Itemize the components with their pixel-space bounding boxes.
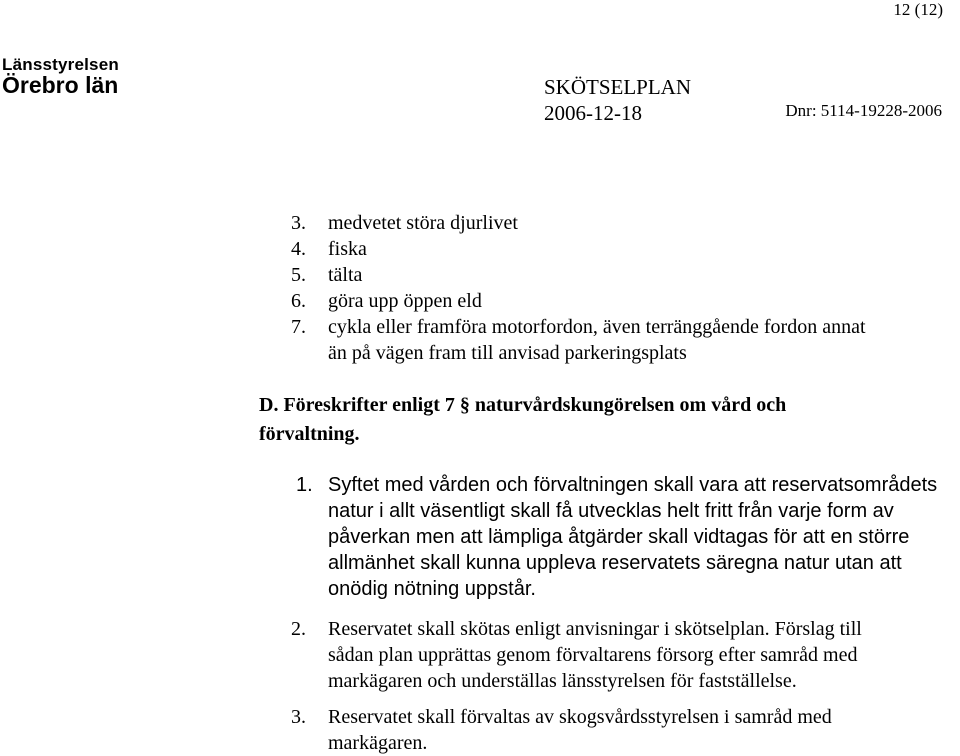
list-a-item-7-line-1: cykla eller framföra motorfordon, även terränggående fordon annat <box>328 316 866 338</box>
list-b-item-1-line-2: natur i allt väsentligt skall få utvecklas helt fritt från varje form av <box>328 500 894 522</box>
document-title: SKÖTSELPLAN <box>544 75 692 99</box>
page-number: 12 (12) <box>893 0 943 19</box>
list-a-item-4: fiska <box>328 238 367 260</box>
list-a-number-6: 6. <box>291 290 306 312</box>
list-a-number-7: 7. <box>291 316 306 338</box>
list-b-number-2: 2. <box>291 618 306 640</box>
list-a-number-4: 4. <box>291 238 306 260</box>
logo-line-1: Länsstyrelsen <box>2 55 119 74</box>
list-b-item-3-line-2: markägaren. <box>328 732 428 754</box>
list-a-item-6: göra upp öppen eld <box>328 290 482 312</box>
list-b-item-2-line-2: sådan plan upprättas genom förvaltarens försorg efter samråd med <box>328 644 858 666</box>
agency-logo <box>2 56 119 97</box>
list-b-item-3-line-1: Reservatet skall förvaltas av skogsvårdsstyrelsen i samråd med <box>328 706 832 728</box>
list-b-item-2-line-1: Reservatet skall skötas enligt anvisningar i skötselplan. Förslag till <box>328 618 862 640</box>
list-b-item-1-line-3: påverkan men att lämpliga åtgärder skall vidtagas för att en större <box>328 526 910 548</box>
list-a-item-3: medvetet störa djurlivet <box>328 212 518 234</box>
list-a-number-5: 5. <box>291 264 306 286</box>
list-a-item-7-line-2: än på vägen fram till anvisad parkeringsplats <box>328 342 687 364</box>
document-dnr: Dnr: 5114-19228-2006 <box>785 101 942 120</box>
list-a-number-3: 3. <box>291 212 306 234</box>
list-a-item-5: tälta <box>328 264 363 286</box>
document-date: 2006-12-18 <box>544 101 642 125</box>
list-b-item-1-line-4: allmänhet skall kunna uppleva reservatets säregna natur utan att <box>328 552 902 574</box>
list-b-item-1-line-1: Syftet med vården och förvaltningen skall vara att reservatsområdets <box>328 474 938 496</box>
list-b-item-1-line-5: onödig nötning uppstår. <box>328 578 536 600</box>
section-d-heading-line-2: förvaltning. <box>259 423 360 445</box>
section-d-heading-line-1: D. Föreskrifter enligt 7 § naturvårdskungörelsen om vård och <box>259 394 787 416</box>
logo-line-2: Örebro län <box>2 72 119 98</box>
list-b-number-1: 1. <box>296 474 313 496</box>
list-b-item-2-line-3: markägaren och underställas länsstyrelsen för fastställelse. <box>328 670 797 692</box>
list-b-number-3: 3. <box>291 706 306 728</box>
